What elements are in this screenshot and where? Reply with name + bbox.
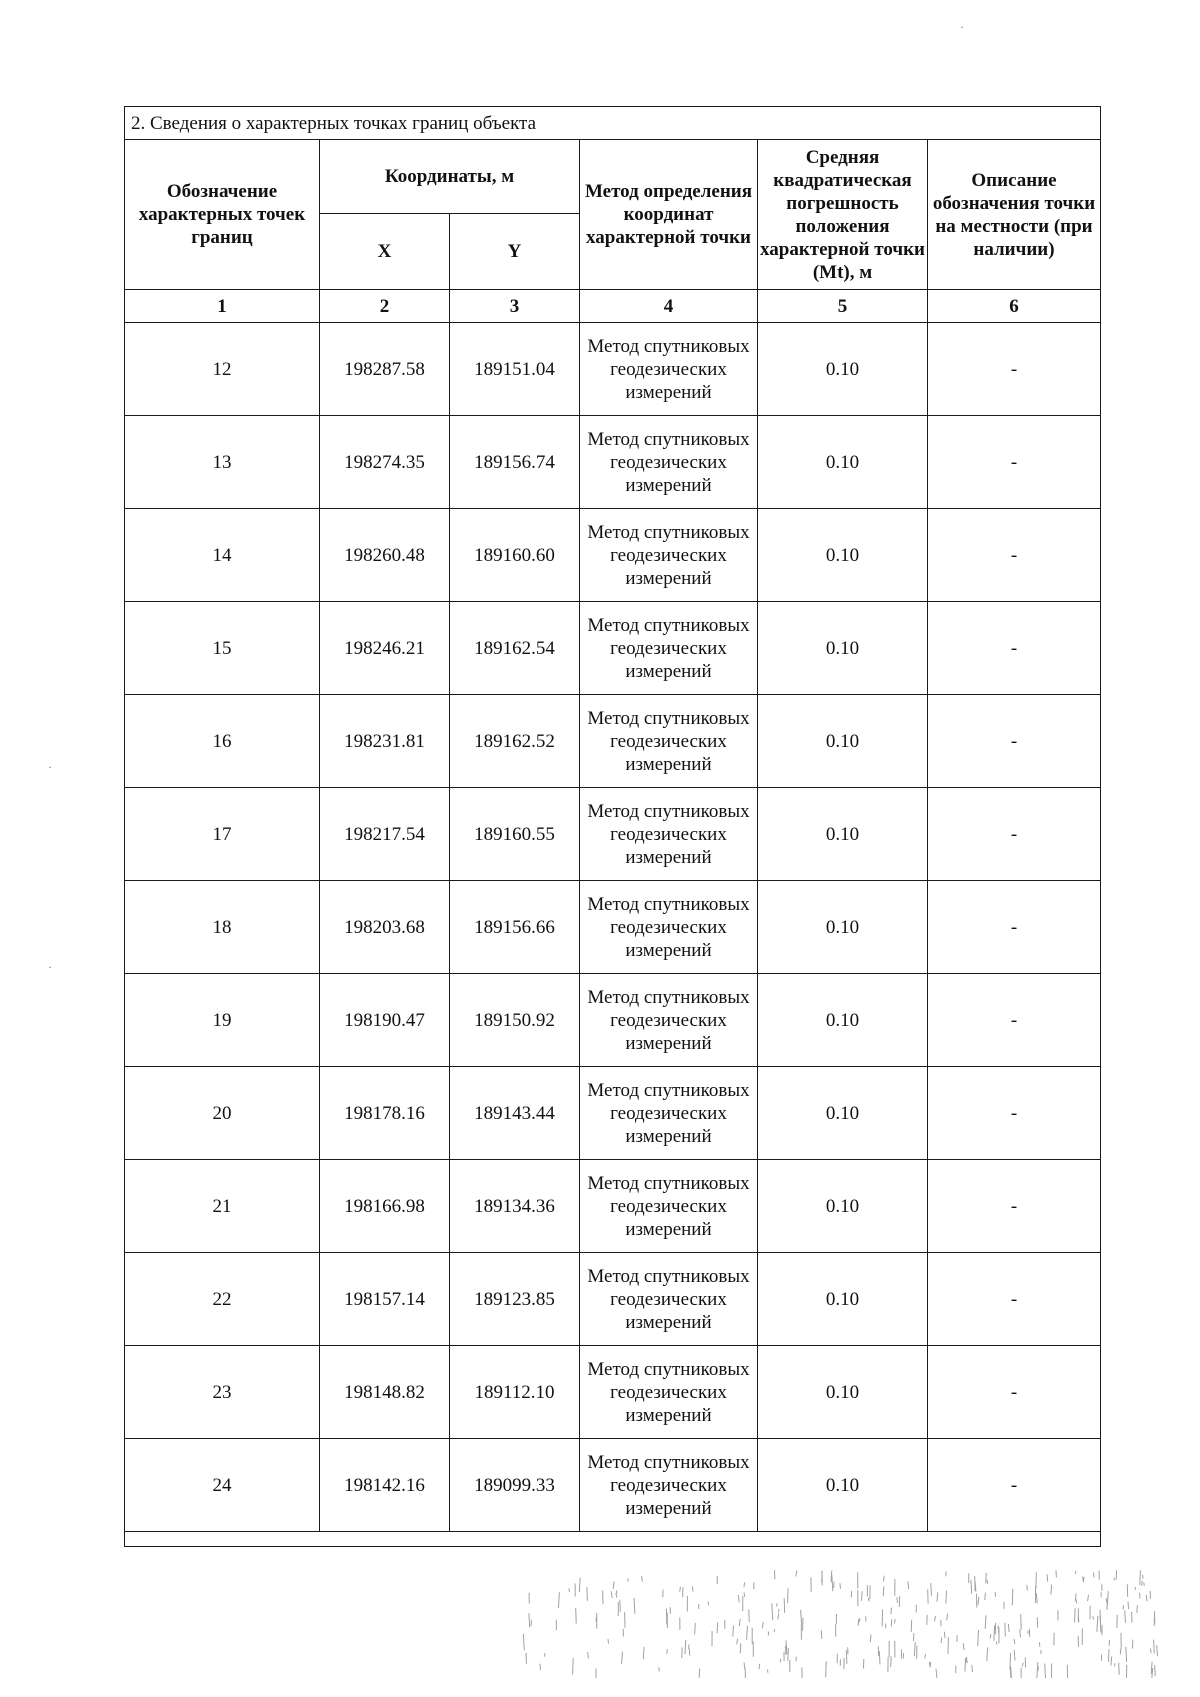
description-cell: - bbox=[928, 695, 1101, 788]
y-coordinate-cell: 189156.74 bbox=[450, 416, 580, 509]
method-cell bbox=[580, 1067, 758, 1160]
method-text: Метод спутниковых геодезических измерений bbox=[587, 1451, 750, 1519]
method-cell bbox=[580, 323, 758, 416]
point-designation-cell: 24 bbox=[125, 1439, 320, 1532]
x-coordinate-cell: 198148.82 bbox=[320, 1346, 450, 1439]
header-designation: Обозначение характерных точек границ bbox=[125, 140, 320, 290]
point-designation-cell: 21 bbox=[125, 1160, 320, 1253]
point-designation-cell: 17 bbox=[125, 788, 320, 881]
margin-scan-mark: · bbox=[48, 760, 52, 774]
header-method: Метод определения координат характерной точки bbox=[580, 140, 758, 290]
method-text: Метод спутниковых геодезических измерений bbox=[587, 893, 750, 961]
scan-noise-decoration bbox=[480, 1560, 1160, 1680]
header-y: Y bbox=[450, 214, 580, 290]
y-coordinate-cell: 189162.52 bbox=[450, 695, 580, 788]
table-row bbox=[125, 881, 1101, 974]
point-designation-cell: 15 bbox=[125, 602, 320, 695]
method-text: Метод спутниковых геодезических измерений bbox=[587, 1172, 750, 1240]
x-coordinate-cell: 198231.81 bbox=[320, 695, 450, 788]
description-cell: - bbox=[928, 788, 1101, 881]
error-cell: 0.10 bbox=[758, 1067, 928, 1160]
method-cell bbox=[580, 509, 758, 602]
error-cell: 0.10 bbox=[758, 416, 928, 509]
description-cell: - bbox=[928, 323, 1101, 416]
method-cell bbox=[580, 1439, 758, 1532]
error-cell: 0.10 bbox=[758, 509, 928, 602]
column-number: 3 bbox=[450, 290, 580, 323]
header-coordinates: Координаты, м bbox=[320, 140, 580, 214]
x-coordinate-cell: 198178.16 bbox=[320, 1067, 450, 1160]
description-cell: - bbox=[928, 881, 1101, 974]
column-number: 2 bbox=[320, 290, 450, 323]
y-coordinate-cell: 189150.92 bbox=[450, 974, 580, 1067]
table-row bbox=[125, 602, 1101, 695]
point-designation-cell: 19 bbox=[125, 974, 320, 1067]
point-designation-cell: 14 bbox=[125, 509, 320, 602]
description-cell: - bbox=[928, 509, 1101, 602]
x-coordinate-cell: 198246.21 bbox=[320, 602, 450, 695]
table-row bbox=[125, 1346, 1101, 1439]
y-coordinate-cell: 189112.10 bbox=[450, 1346, 580, 1439]
y-coordinate-cell: 189151.04 bbox=[450, 323, 580, 416]
error-cell: 0.10 bbox=[758, 881, 928, 974]
margin-scan-mark: · bbox=[48, 960, 52, 974]
method-cell bbox=[580, 1160, 758, 1253]
method-cell bbox=[580, 881, 758, 974]
method-cell bbox=[580, 416, 758, 509]
method-cell bbox=[580, 788, 758, 881]
y-coordinate-cell: 189123.85 bbox=[450, 1253, 580, 1346]
error-cell: 0.10 bbox=[758, 602, 928, 695]
error-cell: 0.10 bbox=[758, 695, 928, 788]
x-coordinate-cell: 198190.47 bbox=[320, 974, 450, 1067]
method-text: Метод спутниковых геодезических измерений bbox=[587, 614, 750, 682]
method-text: Метод спутниковых геодезических измерений bbox=[587, 707, 750, 775]
error-cell: 0.10 bbox=[758, 974, 928, 1067]
error-cell: 0.10 bbox=[758, 323, 928, 416]
x-coordinate-cell: 198142.16 bbox=[320, 1439, 450, 1532]
table-row bbox=[125, 1253, 1101, 1346]
table-row bbox=[125, 1067, 1101, 1160]
point-designation-cell: 22 bbox=[125, 1253, 320, 1346]
method-text: Метод спутниковых геодезических измерений bbox=[587, 428, 750, 496]
method-text: Метод спутниковых геодезических измерений bbox=[587, 1265, 750, 1333]
y-coordinate-cell: 189143.44 bbox=[450, 1067, 580, 1160]
method-text: Метод спутниковых геодезических измерений bbox=[587, 1079, 750, 1147]
header-x: X bbox=[320, 214, 450, 290]
description-cell: - bbox=[928, 1160, 1101, 1253]
method-cell bbox=[580, 1346, 758, 1439]
table-row bbox=[125, 323, 1101, 416]
point-designation-cell: 23 bbox=[125, 1346, 320, 1439]
margin-scan-mark: · bbox=[960, 20, 964, 34]
method-text: Метод спутниковых геодезических измерений bbox=[587, 800, 750, 868]
x-coordinate-cell: 198203.68 bbox=[320, 881, 450, 974]
column-number: 1 bbox=[125, 290, 320, 323]
column-number: 5 bbox=[758, 290, 928, 323]
table-row bbox=[125, 416, 1101, 509]
table-body bbox=[125, 323, 1101, 1532]
x-coordinate-cell: 198274.35 bbox=[320, 416, 450, 509]
table-row bbox=[125, 695, 1101, 788]
point-designation-cell: 18 bbox=[125, 881, 320, 974]
y-coordinate-cell: 189134.36 bbox=[450, 1160, 580, 1253]
table-row bbox=[125, 509, 1101, 602]
y-coordinate-cell: 189099.33 bbox=[450, 1439, 580, 1532]
description-cell: - bbox=[928, 602, 1101, 695]
column-number: 6 bbox=[928, 290, 1101, 323]
point-designation-cell: 13 bbox=[125, 416, 320, 509]
table-tail bbox=[125, 1532, 1101, 1547]
column-number: 4 bbox=[580, 290, 758, 323]
x-coordinate-cell: 198260.48 bbox=[320, 509, 450, 602]
table-row bbox=[125, 974, 1101, 1067]
description-cell: - bbox=[928, 1439, 1101, 1532]
x-coordinate-cell: 198217.54 bbox=[320, 788, 450, 881]
point-designation-cell: 16 bbox=[125, 695, 320, 788]
method-cell bbox=[580, 1253, 758, 1346]
x-coordinate-cell: 198287.58 bbox=[320, 323, 450, 416]
x-coordinate-cell: 198157.14 bbox=[320, 1253, 450, 1346]
method-text: Метод спутниковых геодезических измерений bbox=[587, 1358, 750, 1426]
header-description: Описание обозначения точки на местности (при наличии) bbox=[928, 140, 1101, 290]
table-row bbox=[125, 1160, 1101, 1253]
y-coordinate-cell: 189162.54 bbox=[450, 602, 580, 695]
method-text: Метод спутниковых геодезических измерений bbox=[587, 986, 750, 1054]
description-cell: - bbox=[928, 1253, 1101, 1346]
error-cell: 0.10 bbox=[758, 1253, 928, 1346]
error-cell: 0.10 bbox=[758, 1160, 928, 1253]
error-cell: 0.10 bbox=[758, 1346, 928, 1439]
table-row bbox=[125, 1439, 1101, 1532]
method-cell bbox=[580, 695, 758, 788]
method-text: Метод спутниковых геодезических измерений bbox=[587, 335, 750, 403]
x-coordinate-cell: 198166.98 bbox=[320, 1160, 450, 1253]
y-coordinate-cell: 189156.66 bbox=[450, 881, 580, 974]
method-cell bbox=[580, 602, 758, 695]
y-coordinate-cell: 189160.55 bbox=[450, 788, 580, 881]
description-cell: - bbox=[928, 1067, 1101, 1160]
point-designation-cell: 12 bbox=[125, 323, 320, 416]
description-cell: - bbox=[928, 1346, 1101, 1439]
description-cell: - bbox=[928, 974, 1101, 1067]
header-error: Средняя квадратическая погрешность положения характерной точки (Mt), м bbox=[758, 140, 928, 290]
method-cell bbox=[580, 974, 758, 1067]
point-designation-cell: 20 bbox=[125, 1067, 320, 1160]
y-coordinate-cell: 189160.60 bbox=[450, 509, 580, 602]
method-text: Метод спутниковых геодезических измерений bbox=[587, 521, 750, 589]
boundary-points-table bbox=[124, 106, 1101, 1547]
table-row bbox=[125, 788, 1101, 881]
description-cell: - bbox=[928, 416, 1101, 509]
error-cell: 0.10 bbox=[758, 1439, 928, 1532]
section-title: 2. Сведения о характерных точках границ объекта bbox=[125, 107, 1101, 140]
error-cell: 0.10 bbox=[758, 788, 928, 881]
